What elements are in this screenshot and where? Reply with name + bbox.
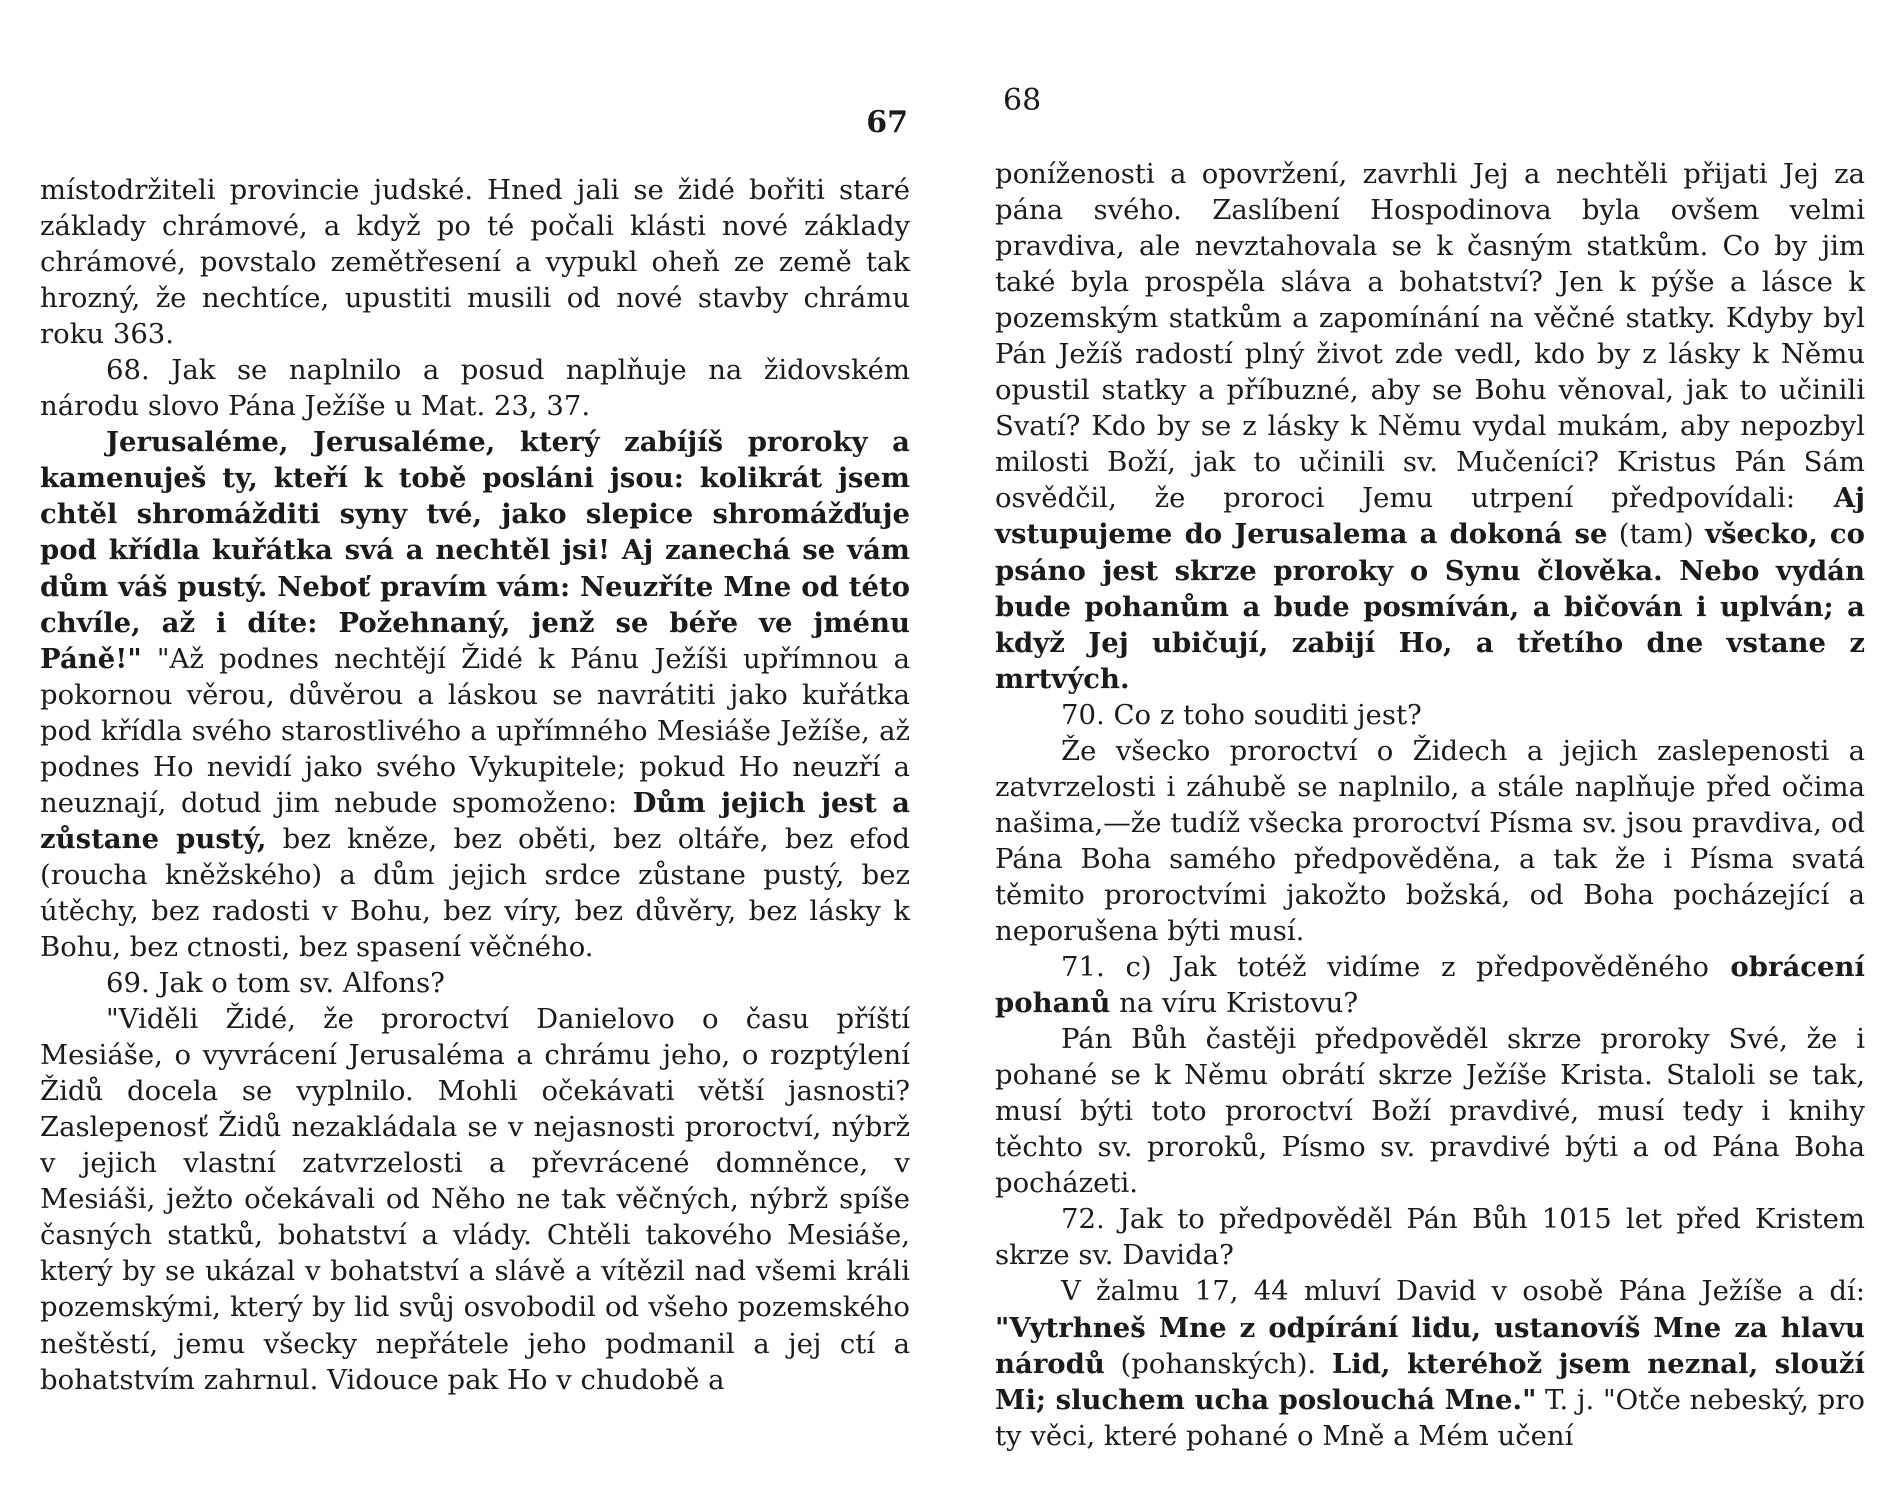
- text-run: (tam): [1607, 518, 1706, 551]
- text-run: 71. c) Jak totéž vidíme z předpověděného: [1061, 951, 1709, 984]
- answer-69: "Viděli Židé, že proroctví Danielovo o času příští Mesiáše, o vyvrácení Jerusaléma a chrámu jeho, o rozptýlení Židů docela se vyplnilo. Mohli očekávati větší jasnosti? Zaslepenosť Židů nezakládala se v nejasnosti proroctví, nýbrž v jejich vlastní zatvrzelosti a převrácené domněnce, v Mesiáši, ježto očekávali od Něho ne tak věčných, nýbrž spíše časných statků, bohatství a vlády. Chtěli takového Mesiáše, který by se ukázal v bohatství a slávě a vítězil nad všemi králi pozemskými, který by lid svůj osvobodil od všeho pozemského neštěstí, jemu všecky nepřátele jeho podmanil a jej ctí a bohatstvím zahrnul. Vidouce pak Ho v chudobě a: [40, 1003, 910, 1396]
- answer-72: [995, 1273, 1865, 1453]
- text-run: poníženosti a opovržení, zavrhli Jej a nechtěli přijati Jej za pána svého. Zaslíbení Hospodinova byla ovšem velmi pravdiva, ale nevztahovala se k časným statkům. Co by jim také byla prospěla sláva a bohatství? Jen k pýše a lásce k pozemským statkům a zapomínání na věčné statky. Kdyby byl Pán Ježíš radostí plný život zde vedl, kdo by z lásky k Němu opustil statky a příbuzné, aby se Bohu věnoval, jak to učinili Svatí? Kdo by se z lásky k Němu vydal mukám, aby nepozbyl milosti Boží, jak to učinili sv. Mučeníci? Kristus Pán Sám osvědčil, že proroci Jemu utrpení předpovídali:: [995, 158, 1865, 515]
- question-71: [995, 949, 1865, 1021]
- page-text: [40, 172, 910, 1398]
- question-69: 69. Jak o tom sv. Alfons?: [106, 967, 445, 1000]
- bold-quote: Aj vstupujeme do Jerusalema a dokoná se: [995, 482, 1865, 551]
- answer-71: Pán Bůh častěji předpověděl skrze proroky Své, že i pohané se k Němu obrátí skrze Ježíše Krista. Staloli se tak, musí býti toto proroctví Boží pravdivé, musí tedy i knihy těchto sv. proroků, Písmo sv. pravdivé býti a od Pána Boha pocházeti.: [995, 1023, 1865, 1200]
- answer-68: [40, 424, 910, 965]
- bold-quote: Lid, kteréhož jsem neznal, slouží Mi; sluchem ucha poslouchá Mne.": [995, 1347, 1865, 1416]
- page-number: 68: [1003, 83, 1042, 118]
- bold-text: obrácení pohanů: [995, 951, 1865, 1020]
- text-run: (pohanských).: [1104, 1347, 1332, 1380]
- text-run: "Až podnes nechtějí Židé k Pánu Ježíši upřímnou a pokornou věrou, důvěrou a láskou se navrátiti jako kuřátka pod křídla svého starostlivého a upřímného Mesiáše Ježíše, až podnes Ho nevidí jako svého Vykupitele; pokud Ho neuzří a neuznají, dotud jim nebude spomoženo:: [40, 642, 910, 819]
- paragraph: [995, 156, 1865, 697]
- bold-quote: všecko, co psáno jest skrze proroky o Synu člověka. Nebo vydán bude pohanům a bude posmíván, a bičován i uplván; a když Jej ubičují, zabijí Ho, a třetího dne vstane z mrtvých.: [995, 518, 1866, 695]
- paragraph: místodržiteli provincie judské. Hned jali se židé bořiti staré základy chrámové, a když po té počali klásti nové základy chrámové, povstalo zemětřesení a vypukl oheň ze země tak hrozný, že nechtíce, upustiti musili od nové stavby chrámu roku 363.: [40, 174, 910, 351]
- question-68: 68. Jak se naplnilo a posud naplňuje na židovském národu slovo Pána Ježíše u Mat. 23, 37.: [40, 354, 910, 423]
- answer-70: Že všecko proroctví o Židech a jejich zaslepenosti a zatvrzelosti i záhubě se naplnilo, a stále naplňuje před očima našima,—že tudíž všecka proroctví Písma sv. jsou pravdiva, od Pána Boha samého předpověděna, a tak že i Písma svatá těmito proroctvími jakožto božská, od Boha pocházející a neporušena býti musí.: [995, 734, 1865, 947]
- page-number: 67: [866, 105, 908, 140]
- bold-text: Dům jejich jest a zůstane pustý,: [40, 786, 910, 855]
- bold-quote: "Vytrhneš Mne z odpírání lidu, ustanovíš Mne za hlavu národů: [995, 1311, 1865, 1380]
- bold-quote: Jerusaléme, Jerusaléme, který zabíjíš proroky a kamenuješ ty, kteří k tobě posláni jsou: kolikrát jsem chtěl shromážditi syny tvé, jako slepice shromážďuje pod křídla kuřátka svá a nechtěl jsi! Aj zanechá se vám dům váš pustý. Neboť pravím vám: Neuzříte Mne od této chvíle, až i díte: Požehnaný, jenž se béře ve jménu Páně!": [40, 426, 910, 675]
- text-run: V žalmu 17, 44 mluví David v osobě Pána Ježíše a dí:: [1061, 1275, 1865, 1308]
- question-70: 70. Co z toho souditi jest?: [1061, 698, 1422, 731]
- question-72: 72. Jak to předpověděl Pán Bůh 1015 let před Kristem skrze sv. Davida?: [995, 1203, 1865, 1272]
- text-run: bez kněze, bez oběti, bez oltáře, bez efod (roucha kněžského) a dům jejich srdce zůstane pustý, bez útěchy, bez radosti v Bohu, bez víry, bez důvěry, bez lásky k Bohu, bez ctnosti, bez spasení věčného.: [40, 822, 910, 963]
- page-text: [995, 156, 1865, 1454]
- text-run: T. j. "Otče nebeský, pro ty věci, které pohané o Mně a Mém učení: [995, 1383, 1865, 1452]
- text-run: na víru Kristovu?: [1110, 987, 1359, 1020]
